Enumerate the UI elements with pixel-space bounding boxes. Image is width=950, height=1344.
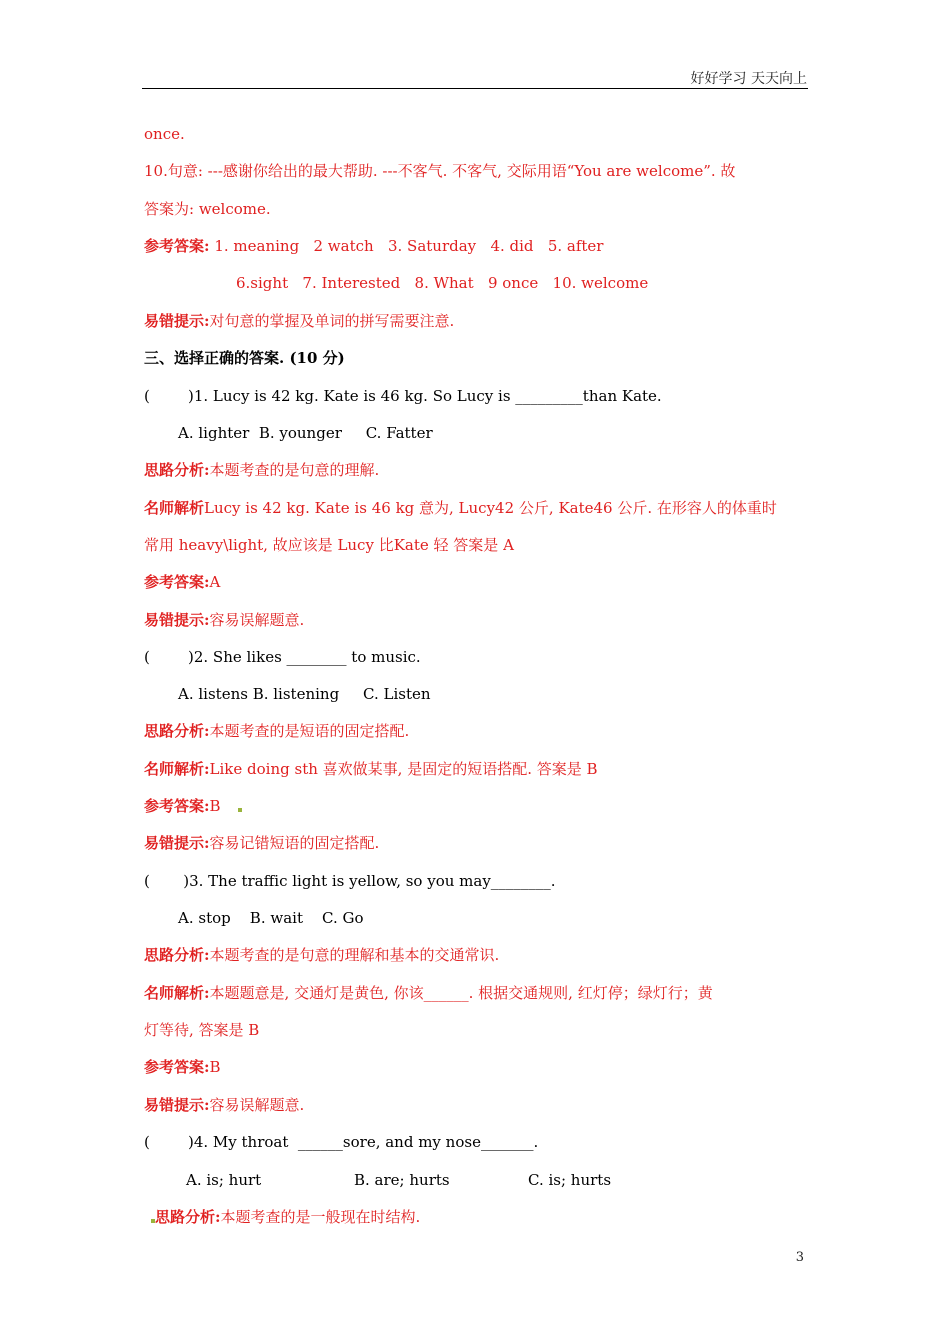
answer-line	[144, 1057, 221, 1077]
label: 名师解析	[144, 499, 205, 517]
explanation-text: 本题题意是, 交通灯是黄色, 你该______. 根据交通规则, 红灯停；绿灯行；黄	[209, 984, 713, 1002]
question-4-options	[186, 1170, 611, 1190]
label: 易错提示:	[144, 1096, 210, 1114]
tip-line	[144, 610, 304, 630]
page-number: 3	[795, 1250, 804, 1265]
explanation-text: Like doing sth 喜欢做某事, 是固定的短语搭配. 答案是 B	[209, 760, 598, 778]
label: 参考答案:	[144, 573, 210, 591]
label: 参考答案:	[144, 797, 210, 815]
analysis-text: 本题考查的是句意的理解.	[209, 461, 380, 479]
label: 易错提示:	[144, 312, 210, 330]
analysis-line	[144, 721, 409, 741]
tip-line	[144, 311, 454, 331]
tip-text: 容易记错短语的固定搭配.	[209, 834, 380, 852]
tip-line	[144, 833, 379, 853]
header-rule	[142, 88, 808, 89]
label: 易错提示:	[144, 611, 210, 629]
label: 思路分析:	[155, 1208, 221, 1226]
analysis-line	[155, 1207, 420, 1227]
answer-text: 6.sight 7. Interested 8. What 9 once 10. welcome	[236, 274, 649, 292]
option-a: A. is; hurt	[186, 1171, 262, 1189]
question-3: ( )3. The traffic light is yellow, so you may________.	[144, 872, 556, 890]
text-line: once.	[144, 125, 185, 143]
answer-line	[144, 572, 220, 592]
header-text: 好好学习 天天向上	[690, 71, 807, 87]
tip-text: 对句意的掌握及单词的拼写需要注意.	[209, 312, 455, 330]
question-4: ( )4. My throat ______sore, and my nose_______.	[144, 1133, 539, 1151]
option-c: C. is; hurts	[528, 1171, 612, 1189]
question-1-options: A. lighter B. younger C. Fatter	[178, 424, 433, 442]
explanation-line: 常用 heavy\light, 故应该是 Lucy 比Kate 轻 答案是 A	[144, 536, 514, 554]
section-title: 三、选择正确的答案. (10 分)	[144, 349, 345, 367]
label: 名师解析:	[144, 760, 210, 778]
analysis-text: 本题考查的是一般现在时结构.	[220, 1208, 421, 1226]
explanation-line	[144, 983, 713, 1003]
tip-text: 容易误解题意.	[209, 611, 305, 629]
label: 参考答案:	[144, 237, 210, 255]
question-1: ( )1. Lucy is 42 kg. Kate is 46 kg. So Lucy is _________than Kate.	[144, 387, 662, 405]
text-line: 答案为: welcome.	[144, 200, 271, 218]
label: 思路分析:	[144, 722, 210, 740]
decorative-dot	[238, 808, 242, 812]
answer-text: B	[209, 797, 221, 815]
answer-line	[144, 796, 221, 816]
label: 思路分析:	[144, 461, 210, 479]
explanation-text: Lucy is 42 kg. Kate is 46 kg 意为, Lucy42 公斤, Kate46 公斤. 在形容人的体重时	[204, 499, 777, 517]
explanation-line	[144, 498, 777, 518]
label: 思路分析:	[144, 946, 210, 964]
label: 易错提示:	[144, 834, 210, 852]
analysis-text: 本题考查的是句意的理解和基本的交通常识.	[209, 946, 500, 964]
tip-line	[144, 1095, 304, 1115]
answer-text: A	[209, 573, 221, 591]
analysis-line	[144, 460, 379, 480]
analysis-line	[144, 945, 499, 965]
tip-text: 容易误解题意.	[209, 1096, 305, 1114]
explanation-line: 灯等待, 答案是 B	[144, 1021, 260, 1039]
analysis-text: 本题考查的是短语的固定搭配.	[209, 722, 410, 740]
question-2: ( )2. She likes ________ to music.	[144, 648, 421, 666]
answer-text: B	[209, 1058, 221, 1076]
question-2-options: A. listens B. listening C. Listen	[178, 685, 431, 703]
text-line: 10.句意: ---感谢你给出的最大帮助. ---不客气. 不客气, 交际用语“You are welcome”. 故	[144, 162, 736, 180]
label: 参考答案:	[144, 1058, 210, 1076]
answer-text: 1. meaning 2 watch 3. Saturday 4. did 5. after	[214, 237, 604, 255]
answer-line	[144, 236, 603, 256]
label: 名师解析:	[144, 984, 210, 1002]
explanation-line	[144, 759, 598, 779]
option-b: B. are; hurts	[354, 1171, 450, 1189]
question-3-options: A. stop B. wait C. Go	[178, 909, 364, 927]
